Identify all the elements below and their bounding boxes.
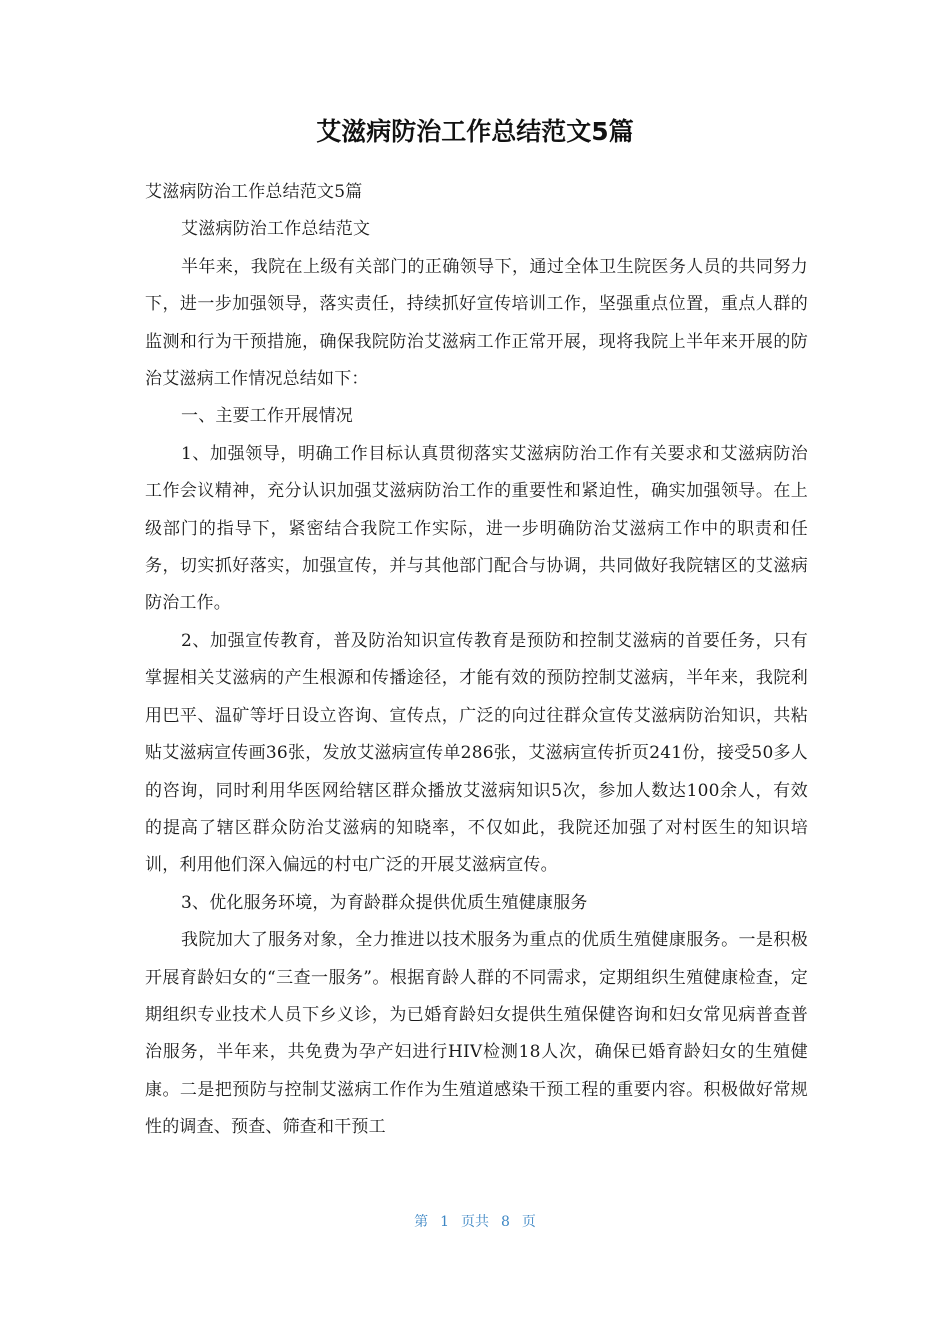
paragraph-item-3-body: 我院加大了服务对象，全力推进以技术服务为重点的优质生殖健康服务。一是积极开展育龄妇女的“三查一服务”。根据育龄人群的不同需求，定期组织生殖健康检查，定期组织专业技术人员下乡义诊，为已婚育龄妇女提供生殖保健咨询和妇女常见病普查普治服务，半年来，共免费为孕产妇进行HIV检测18人次，确保已婚育龄妇女的生殖健康。二是把预防与控制艾滋病工作作为生殖道感染干预工程的重要内容。积极做好常规性的调查、预查、筛查和干预工: [145, 930, 808, 1138]
paragraph-item-3-heading: 3、优化服务环境，为育龄群众提供优质生殖健康服务: [181, 892, 588, 913]
footer-prefix: 第: [414, 1214, 429, 1230]
paragraph-intro: 半年来，我院在上级有关部门的正确领导下，通过全体卫生院医务人员的共同努力下，进一步加强领导，落实责任，持续抓好宣传培训工作，坚强重点位置，重点人群的监测和行为干预措施，确保我院防治艾滋病工作正常开展，现将我院上半年来开展的防治艾滋病工作情况总结如下：: [145, 256, 808, 390]
footer-current-page: 1: [440, 1214, 449, 1230]
document-body: [145, 174, 808, 1147]
paragraph-heading-main-work: 一、主要工作开展情况: [181, 406, 353, 427]
paragraph-section-heading: 艾滋病防治工作总结范文: [181, 219, 371, 240]
paragraph-subtitle: 艾滋病防治工作总结范文5篇: [145, 182, 363, 202]
page-footer: [0, 1210, 950, 1234]
paragraph-item-2: 2、加强宣传教育，普及防治知识宣传教育是预防和控制艾滋病的首要任务，只有掌握相关艾滋病的产生根源和传播途径，才能有效的预防控制艾滋病，半年来，我院利用巴平、温矿等圩日设立咨询、宣传点，广泛的向过往群众宣传艾滋病防治知识，共粘贴艾滋病宣传画36张，发放艾滋病宣传单286张，艾滋病宣传折页241份，接受50多人的咨询，同时利用华医网给辖区群众播放艾滋病知识5次，参加人数达100余人，有效的提高了辖区群众防治艾滋病的知晓率，不仅如此，我院还加强了对村医生的知识培训，利用他们深入偏远的村屯广泛的开展艾滋病宣传。: [145, 630, 808, 876]
footer-suffix: 页: [521, 1214, 536, 1230]
paragraph-item-1: 1、加强领导，明确工作目标认真贯彻落实艾滋病防治工作有关要求和艾滋病防治工作会议精神，充分认识加强艾滋病防治工作的重要性和紧迫性，确实加强领导。在上级部门的指导下，紧密结合我院工作实际，进一步明确防治艾滋病工作中的职责和任务，切实抓好落实，加强宣传，并与其他部门配合与协调，共同做好我院辖区的艾滋病防治工作。: [145, 443, 808, 614]
footer-middle: 页共: [461, 1214, 489, 1230]
footer-total-pages: 8: [501, 1214, 510, 1230]
document-title: 艾滋病防治工作总结范文5篇: [316, 117, 634, 146]
